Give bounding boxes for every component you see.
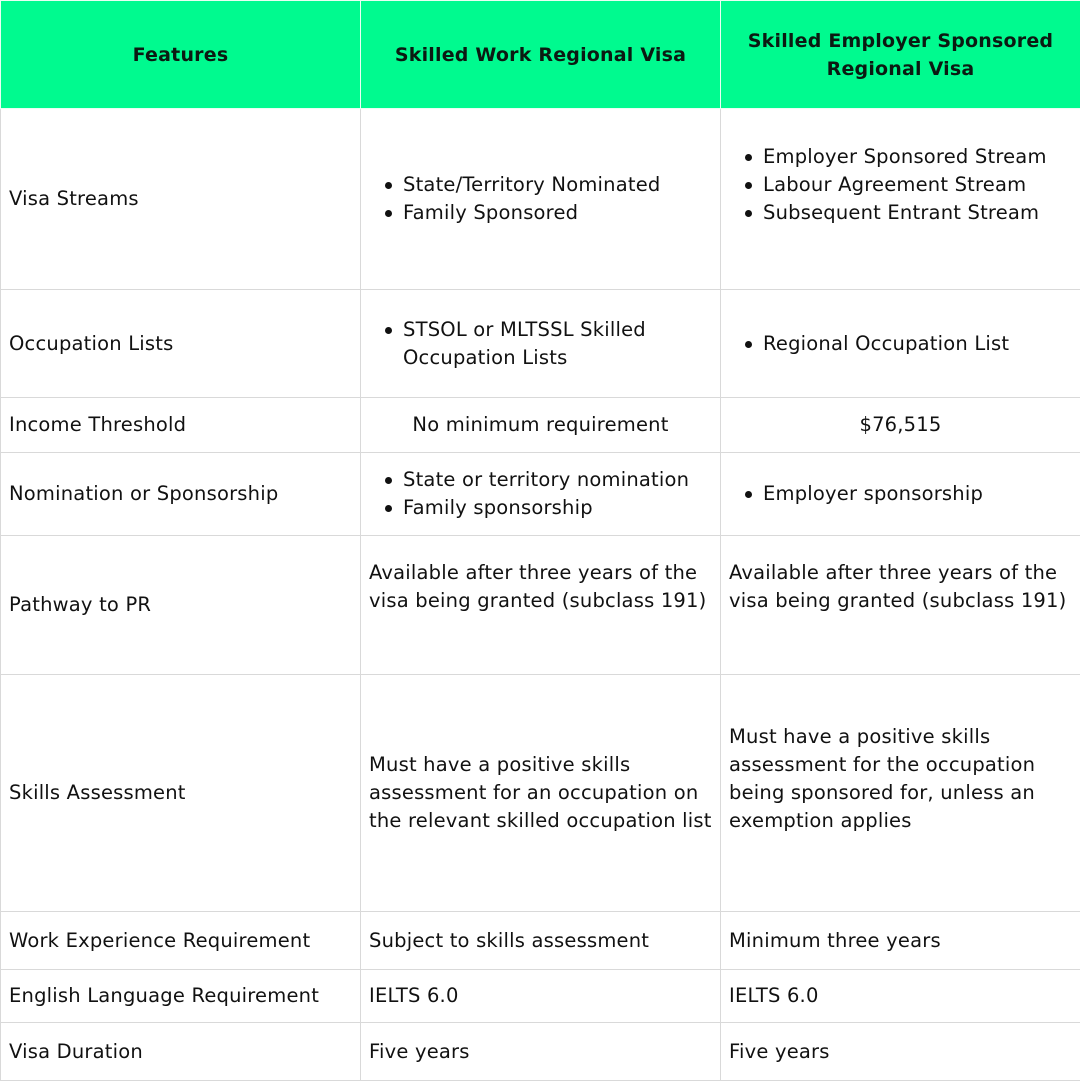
list-item: STSOL or MLTSSL Skilled Occupation Lists: [403, 316, 712, 372]
feature-cell: Skills Assessment: [1, 675, 361, 912]
sesr-cell: $76,515: [721, 398, 1080, 453]
bullet-list: [369, 171, 712, 227]
feature-cell: Occupation Lists: [1, 290, 361, 398]
feature-cell: Visa Duration: [1, 1023, 361, 1081]
sesr-cell: [721, 536, 1080, 675]
bullet-list: [369, 466, 712, 522]
header-skilled-work-regional: Skilled Work Regional Visa: [361, 1, 721, 109]
feature-cell: Visa Streams: [1, 109, 361, 290]
bullet-list: [369, 316, 712, 372]
header-features: Features: [1, 1, 361, 109]
swr-cell: Five years: [361, 1023, 721, 1081]
list-item: Family Sponsored: [403, 199, 712, 227]
sesr-cell: IELTS 6.0: [721, 970, 1080, 1023]
swr-cell: IELTS 6.0: [361, 970, 721, 1023]
feature-cell: English Language Requirement: [1, 970, 361, 1023]
table-row: [1, 290, 1080, 398]
list-item: Regional Occupation List: [763, 330, 1072, 358]
bullet-list: [729, 143, 1072, 227]
sesr-cell: [721, 453, 1080, 536]
list-item: Subsequent Entrant Stream: [763, 199, 1072, 227]
feature-cell: Income Threshold: [1, 398, 361, 453]
swr-cell: [361, 290, 721, 398]
table-row: [1, 1023, 1080, 1081]
list-item: State or territory nomination: [403, 466, 712, 494]
cell-text: Available after three years of the visa being granted (subclass 191): [369, 559, 712, 615]
sesr-cell: [721, 675, 1080, 912]
table-row: [1, 453, 1080, 536]
swr-cell: [361, 536, 721, 675]
swr-cell: [361, 453, 721, 536]
swr-cell: [361, 675, 721, 912]
cell-text: Available after three years of the visa being granted (subclass 191): [729, 559, 1072, 615]
swr-cell: No minimum requirement: [361, 398, 721, 453]
sesr-cell: [721, 290, 1080, 398]
feature-cell: Work Experience Requirement: [1, 912, 361, 970]
table-row: [1, 970, 1080, 1023]
table-row: [1, 912, 1080, 970]
list-item: Family sponsorship: [403, 494, 712, 522]
list-item: State/Territory Nominated: [403, 171, 712, 199]
bullet-list: [729, 330, 1072, 358]
swr-cell: Subject to skills assessment: [361, 912, 721, 970]
table-row: [1, 398, 1080, 453]
sesr-cell: [721, 109, 1080, 290]
table-row: [1, 675, 1080, 912]
list-item: Labour Agreement Stream: [763, 171, 1072, 199]
table-row: [1, 109, 1080, 290]
list-item: Employer sponsorship: [763, 480, 1072, 508]
list-item: Employer Sponsored Stream: [763, 143, 1072, 171]
swr-cell: [361, 109, 721, 290]
table-row: [1, 536, 1080, 675]
header-skilled-employer-sponsored: Skilled Employer Sponsored Regional Visa: [721, 1, 1080, 109]
cell-text: Must have a positive skills assessment for the occupation being sponsored for, unless an exemption applies: [729, 723, 1072, 835]
sesr-cell: Minimum three years: [721, 912, 1080, 970]
bullet-list: [729, 480, 1072, 508]
sesr-cell: Five years: [721, 1023, 1080, 1081]
feature-cell: Nomination or Sponsorship: [1, 453, 361, 536]
cell-text: Must have a positive skills assessment for an occupation on the relevant skilled occupation list: [369, 751, 712, 835]
table-header-row: [1, 1, 1080, 109]
feature-cell: Pathway to PR: [1, 536, 361, 675]
